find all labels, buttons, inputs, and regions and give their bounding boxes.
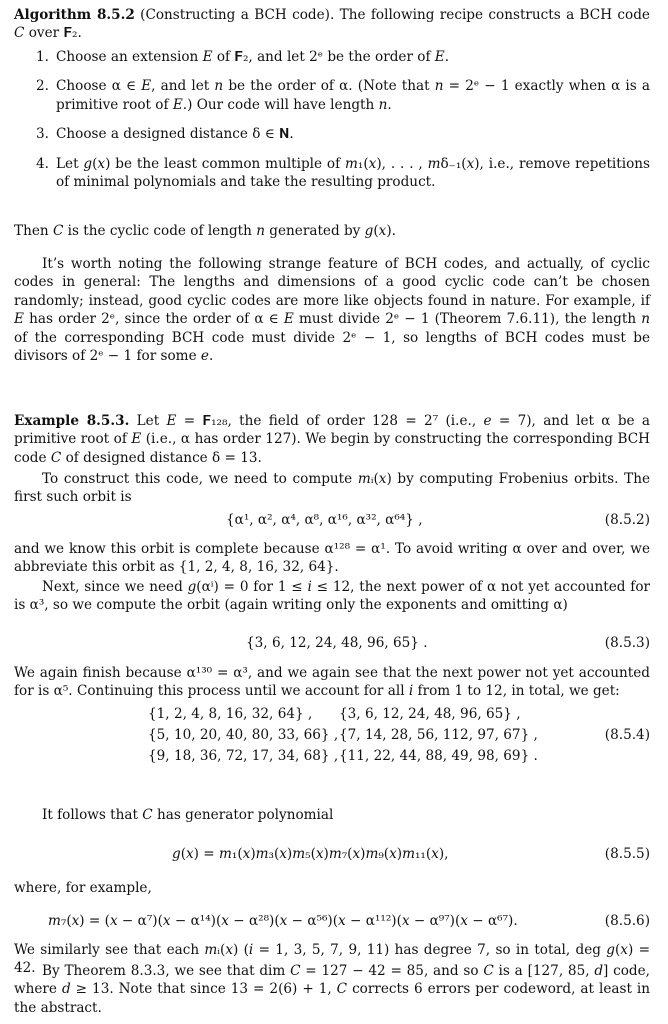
example-paragraph-3: and we know this orbit is complete because α¹²⁸ = α¹. To avoid writing α over and over, we abbreviate this orbit as {1, 2, 4, 8, 16, 32, 64}. bbox=[14, 541, 650, 576]
equation-number: (8.5.3) bbox=[604, 635, 650, 651]
equation-number: (8.5.4) bbox=[604, 727, 650, 743]
algorithm-step bbox=[36, 48, 650, 66]
algorithm-intro bbox=[14, 6, 650, 43]
equation-8-5-4 bbox=[14, 705, 650, 771]
orbit-set: {11, 22, 44, 88, 49, 98, 69} . bbox=[339, 748, 538, 764]
equation-body: 𝑚₇(𝑥) = (𝑥 − α⁷)(𝑥 − α¹⁴)(𝑥 − α²⁸)(𝑥 − α⁵⁶)(𝑥 − α¹¹²)(𝑥 − α⁹⁷)(𝑥 − α⁶⁷). bbox=[48, 913, 518, 929]
algorithm-title: (Constructing a BCH code). bbox=[140, 7, 335, 23]
equation-number: (8.5.5) bbox=[604, 846, 650, 862]
equation-body: {α¹, α², α⁴, α⁸, α¹⁶, α³², α⁶⁴} , bbox=[226, 512, 423, 528]
algorithm-conclusion: Then 𝐶 is the cyclic code of length 𝑛 generated by 𝑔(𝑥). bbox=[14, 223, 396, 239]
example-paragraph-6: It follows that 𝐶 has generator polynomial bbox=[42, 807, 334, 823]
algorithm-steps bbox=[36, 48, 650, 202]
step-number: 4. bbox=[36, 155, 49, 172]
equation-8-5-5 bbox=[14, 845, 650, 865]
remark-paragraph: It’s worth noting the following strange feature of BCH codes, and actually, of cyclic codes in general: The lengths and dimensions of a good cyclic code can’t be chosen randomly; instead, good cyclic codes are more like objects found in nature. For example, if 𝐸 has order 2ᵉ, since the order of α ∈ 𝐸 must divide 2ᵉ − 1 (Theorem 7.6.11), the length 𝑛 of the corresponding BCH code must divide 2ᵉ − 1, so lengths of BCH codes must be divisors of 2ᵉ − 1 for some 𝑒. bbox=[14, 256, 650, 365]
equation-8-5-2 bbox=[14, 511, 650, 531]
equation-body: 𝑔(𝑥) = 𝑚₁(𝑥)𝑚₃(𝑥)𝑚₅(𝑥)𝑚₇(𝑥)𝑚₉(𝑥)𝑚₁₁(𝑥), bbox=[172, 846, 449, 862]
example-paragraph-2: To construct this code, we need to compute 𝑚ᵢ(𝑥) by computing Frobenius orbits. The first such orbit is bbox=[14, 471, 650, 506]
algorithm-step bbox=[36, 155, 650, 192]
example-paragraph-7: where, for example, bbox=[14, 880, 152, 896]
step-number: 1. bbox=[36, 49, 49, 65]
equation-number: (8.5.6) bbox=[604, 913, 650, 929]
example-paragraph-4: Next, since we need 𝑔(αⁱ) = 0 for 1 ≤ 𝑖 ≤ 12, the next power of α not yet accounted for is α³, so we compute the orbit (again writing only the exponents and omitting α) bbox=[14, 579, 650, 614]
example-heading: Example 8.5.3. bbox=[14, 413, 130, 429]
step-text: Choose α ∈ 𝐸, and let 𝑛 be the order of α. (Note that 𝑛 = 2ᵉ − 1 exactly when α is a primitive root of 𝐸.) Our code will have length 𝑛. bbox=[56, 78, 650, 113]
step-text: Let 𝑔(𝑥) be the least common multiple of 𝑚₁(𝑥), . . . , 𝑚δ₋₁(𝑥), i.e., remove repetitions of minimal polynomials and take the resulting product. bbox=[56, 155, 650, 191]
orbit-set: {7, 14, 28, 56, 112, 97, 67} , bbox=[339, 727, 538, 743]
example-intro-text: Let 𝐸 = 𝐅₁₂₈, the field of order 128 = 2⁷ (i.e., 𝑒 = 7), and let α be a primitive root of 𝐸 (i.e., α has order 127). We begin by constructing the corresponding BCH code 𝐶 of designed distance δ = 13. bbox=[14, 413, 651, 466]
step-number: 3. bbox=[36, 126, 49, 143]
algorithm-heading: Algorithm 8.5.2 bbox=[14, 7, 135, 23]
equation-8-5-3 bbox=[14, 634, 650, 654]
orbit-set: {9, 18, 36, 72, 17, 34, 68} , bbox=[148, 748, 339, 764]
orbit-set: {1, 2, 4, 8, 16, 32, 64} , bbox=[148, 706, 313, 722]
equation-number: (8.5.2) bbox=[604, 512, 650, 528]
example-paragraph-9: By Theorem 8.3.3, we see that dim 𝐶 = 127 − 42 = 85, and so 𝐶 is a [127, 85, 𝑑] code, where 𝑑 ≥ 13. Note that since 13 = 2(6) + 1, 𝐶 corrects 6 errors per codeword, at least in the abstract. bbox=[14, 963, 650, 1016]
orbit-set: {5, 10, 20, 40, 80, 33, 66} , bbox=[148, 727, 339, 743]
example-paragraph-8: We similarly see that each 𝑚ᵢ(𝑥) (𝑖 = 1, 3, 5, 7, 9, 11) has degree 7, so in total, deg 𝑔(𝑥) = 42. bbox=[14, 942, 650, 977]
algorithm-intro-text: The following recipe constructs a BCH code 𝐶 over 𝐅₂. bbox=[14, 7, 650, 42]
example-paragraph-1 bbox=[14, 412, 650, 467]
equation-8-5-6 bbox=[14, 912, 650, 932]
equation-body: {3, 6, 12, 24, 48, 96, 65} . bbox=[246, 635, 428, 651]
algorithm-step bbox=[36, 77, 650, 114]
step-text: Choose an extension 𝐸 of 𝐅₂, and let 2ᵉ be the order of 𝐸. bbox=[56, 49, 450, 65]
algorithm-step bbox=[36, 125, 650, 143]
step-number: 2. bbox=[36, 78, 49, 95]
step-text: Choose a designed distance δ ∈ 𝐍. bbox=[56, 126, 294, 143]
example-paragraph-5: We again finish because α¹³⁰ = α³, and we again see that the next power not yet accounted for is α⁵. Continuing this process until we account for all 𝑖 from 1 to 12, in total, we get: bbox=[14, 665, 650, 700]
orbit-set: {3, 6, 12, 24, 48, 96, 65} , bbox=[339, 706, 521, 722]
